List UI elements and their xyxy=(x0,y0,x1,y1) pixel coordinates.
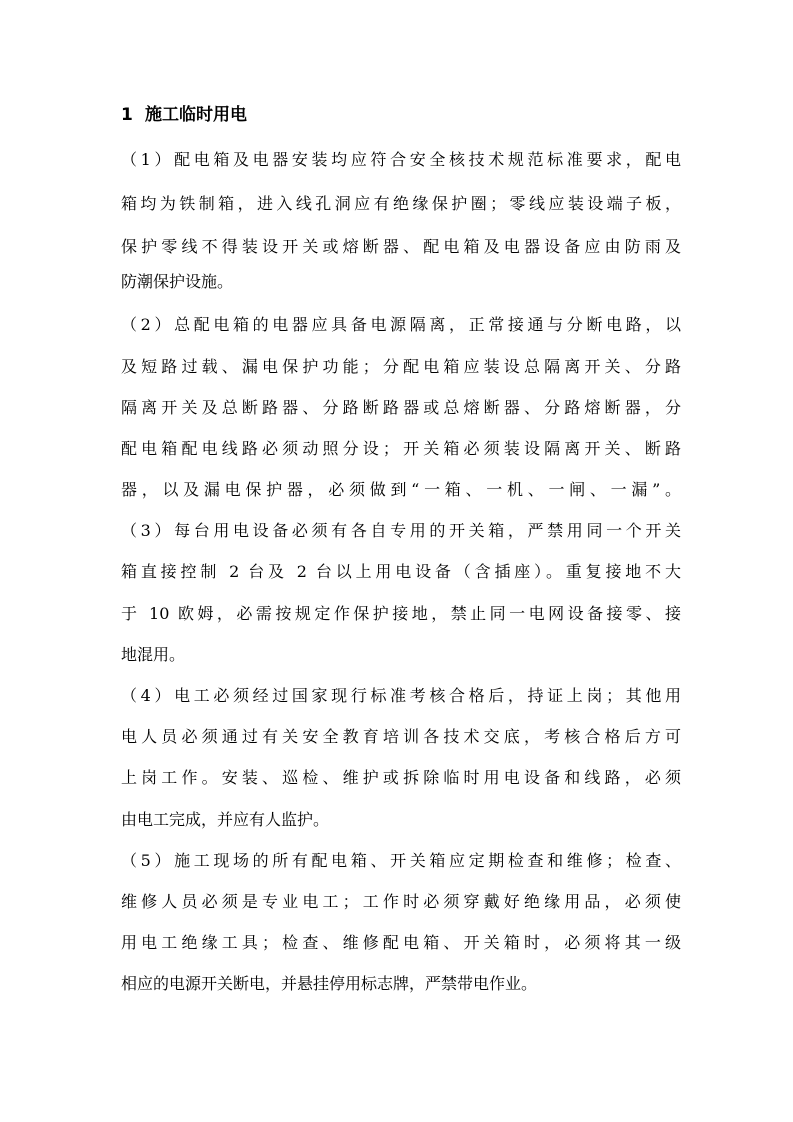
paragraph-2-line-1: （2）总配电箱的电器应具备电源隔离，正常接通与分断电路，以 xyxy=(121,315,681,334)
paragraph-3-line-4: 地混用。 xyxy=(121,645,186,664)
paragraph-5-line-3: 用电工绝缘工具；检查、维修配电箱、开关箱时，必须将其一级 xyxy=(121,933,681,952)
paragraph-4-line-3: 上岗工作。安装、巡检、维护或拆除临时用电设备和线路，必须 xyxy=(121,768,681,787)
paragraph-2-line-4: 配电箱配电线路必须动照分设；开关箱必须装设隔离开关、断路 xyxy=(121,439,681,458)
paragraph-4-line-2: 电人员必须通过有关安全教育培训各技术交底，考核合格后方可 xyxy=(121,727,681,746)
paragraph-3-line-2: 箱直接控制 2 台及 2 台以上用电设备（含插座）。重复接地不大 xyxy=(121,562,681,581)
paragraph-1-line-4: 防潮保护设施。 xyxy=(121,272,234,291)
section-heading xyxy=(121,101,681,129)
paragraph-4-line-4: 由电工完成，并应有人监护。 xyxy=(121,810,330,829)
paragraph-1-line-3: 保护零线不得装设开关或熔断器、配电箱及电器设备应由防雨及 xyxy=(121,237,681,256)
paragraph-5-line-2: 维修人员必须是专业电工；工作时必须穿戴好绝缘用品，必须使 xyxy=(121,892,681,911)
paragraph-1-line-2: 箱均为铁制箱，进入线孔洞应有绝缘保护圈；零线应装设端子板， xyxy=(121,194,681,213)
paragraph-2-line-3: 隔离开关及总断路器、分路断路器或总熔断器、分路熔断器，分 xyxy=(121,398,681,417)
paragraph-5-line-4: 相应的电源开关断电，并悬挂停用标志牌，严禁带电作业。 xyxy=(121,974,538,993)
section-title: 施工临时用电 xyxy=(145,105,247,125)
paragraph-2-line-5: 器，以及漏电保护器，必须做到“一箱、一机、一闸、一漏”。 xyxy=(121,480,681,499)
section-number: 1 xyxy=(121,105,133,125)
paragraph-2-line-2: 及短路过载、漏电保护功能；分配电箱应装设总隔离开关、分路 xyxy=(121,357,681,376)
paragraph-1-line-1: （1）配电箱及电器安装均应符合安全核技术规范标准要求，配电 xyxy=(121,150,681,169)
paragraph-3-line-1: （3）每台用电设备必须有各自专用的开关箱，严禁用同一个开关 xyxy=(121,521,681,540)
paragraph-5-line-1: （5）施工现场的所有配电箱、开关箱应定期检查和维修；检查、 xyxy=(121,851,681,870)
paragraph-4-line-1: （4）电工必须经过国家现行标准考核合格后，持证上岗；其他用 xyxy=(121,686,681,705)
paragraph-3-line-3: 于 10 欧姆，必需按规定作保护接地，禁止同一电网设备接零、接 xyxy=(121,604,681,623)
